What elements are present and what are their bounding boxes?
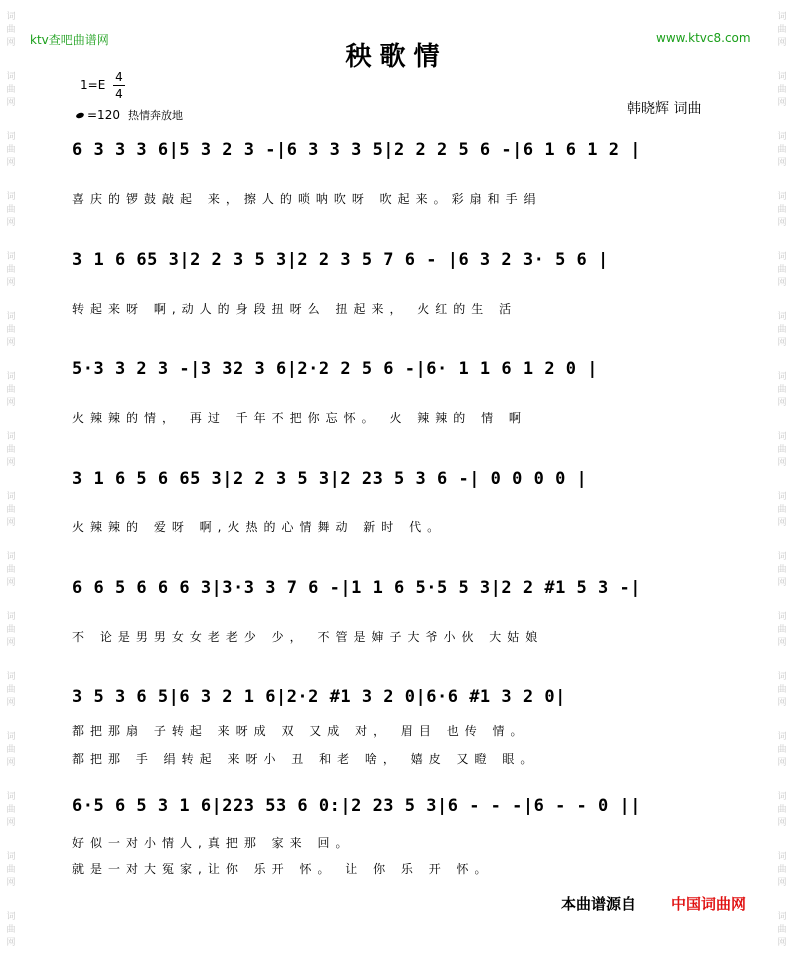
tempo-marking: [76, 107, 183, 123]
time-signature: [113, 70, 125, 101]
notation-line: 6 3 3 3 6|5 3 2 3 -|6 3 3 3 5|2 2 2 5 6 -|6 1 6 1 2 |: [72, 140, 641, 160]
watermark-group: 词 曲 网: [777, 491, 787, 528]
watermark-group: 词 曲 网: [6, 671, 16, 708]
watermark-group: 词 曲 网: [6, 791, 16, 828]
watermark-left: [2, 0, 20, 948]
watermark-group: 词 曲 网: [777, 611, 787, 648]
watermark-group: 词 曲 网: [777, 851, 787, 888]
watermark-group: 词 曲 网: [6, 371, 16, 408]
source-label: 本曲谱源自: [561, 895, 637, 913]
composer-credit: 韩晓辉 词曲: [627, 101, 702, 117]
lyric-line: 好似一对小情人,真把那 家来 回。: [72, 836, 354, 850]
watermark-group: 词 曲 网: [777, 311, 787, 348]
site-link-left[interactable]: ktv查吧曲谱网: [30, 33, 109, 47]
watermark-group: 词 曲 网: [6, 191, 16, 228]
watermark-group: 词 曲 网: [777, 371, 787, 408]
notation-line: 6·5 6 5 3 1 6|223 53 6 0:|2 23 5 3|6 - - -|6 - - 0 ||: [72, 796, 641, 816]
lyric-line: 火辣辣的情， 再过 千年不把你忘怀。 火 辣辣的 情 啊: [72, 411, 527, 425]
watermark-group: 词 曲 网: [6, 551, 16, 588]
watermark-group: 词 曲 网: [777, 671, 787, 708]
watermark-group: 词 曲 网: [6, 11, 16, 48]
watermark-group: 词 曲 网: [6, 311, 16, 348]
watermark-group: 词 曲 网: [777, 71, 787, 108]
source-site-link[interactable]: 中国词曲网: [671, 895, 747, 913]
watermark-right: [773, 0, 791, 948]
tempo-label: 热情奔放地: [127, 109, 183, 122]
watermark-group: 词 曲 网: [6, 491, 16, 528]
lyric-line: 火辣辣的 爱呀 啊,火热的心情舞动 新时 代。: [72, 520, 446, 534]
watermark-group: 词 曲 网: [777, 191, 787, 228]
score-row: [72, 136, 737, 176]
lyric-line: 转起来呀 啊,动人的身段扭呀么 扭起来， 火红的生 活: [72, 302, 518, 316]
watermark-group: 词 曲 网: [6, 131, 16, 168]
watermark-group: 词 曲 网: [6, 731, 16, 768]
site-link-right[interactable]: www.ktvc8.com: [656, 31, 751, 45]
notation-line: 3 5 3 6 5|6 3 2 1 6|2·2 #1 3 2 0|6·6 #1 3 2 0|: [72, 687, 566, 707]
watermark-group: 词 曲 网: [777, 551, 787, 588]
watermark-group: 词 曲 网: [6, 611, 16, 648]
time-sig-line: [113, 85, 125, 86]
watermark-group: 词 曲 网: [777, 911, 787, 948]
lyric-line: 不 论是男男女女老老少 少， 不管是婶子大爷小伙 大姑娘: [72, 630, 544, 644]
song-title: 秧歌情: [345, 42, 448, 72]
lyric-line: 就是一对大冤家,让你 乐开 怀。 让 你 乐 开 怀。: [72, 862, 493, 876]
time-sig-top: 4: [115, 70, 123, 84]
watermark-group: 词 曲 网: [777, 251, 787, 288]
score-row: [72, 792, 737, 832]
score-row: [72, 465, 737, 505]
score-row: [72, 355, 737, 395]
watermark-group: 词 曲 网: [777, 131, 787, 168]
tempo-value: =120: [87, 108, 120, 122]
score-row: [72, 246, 737, 286]
notation-line: 5·3 3 2 3 -|3 32 3 6|2·2 2 5 6 -|6· 1 1 6 1 2 0 |: [72, 359, 599, 379]
notation-line: 6 6 5 6 6 6 3|3·3 3 7 6 -|1 1 6 5·5 5 3|2 2 #1 5 3 -|: [72, 578, 641, 598]
notation-line: 3 1 6 5 6 65 3|2 2 3 5 3|2 23 5 3 6 -| 0 0 0 0 |: [72, 469, 588, 489]
quarter-note-icon: [75, 112, 84, 119]
lyric-line: 喜庆的锣鼓敲起 来，擦人的唢呐吹呀 吹起来。彩扇和手绢: [72, 192, 542, 206]
watermark-group: 词 曲 网: [777, 791, 787, 828]
watermark-group: 词 曲 网: [6, 251, 16, 288]
lyric-line: 都把那 手 绢转起 来呀小 丑 和老 啥， 嬉皮 又瞪 眼。: [72, 752, 539, 766]
time-sig-bottom: 4: [115, 87, 123, 101]
notation-line: 3 1 6 65 3|2 2 3 5 3|2 2 3 5 7 6 - |6 3 2 3· 5 6 |: [72, 250, 609, 270]
key-signature: 1=E: [80, 78, 106, 92]
watermark-group: 词 曲 网: [777, 731, 787, 768]
watermark-group: 词 曲 网: [6, 911, 16, 948]
watermark-group: 词 曲 网: [6, 851, 16, 888]
lyric-line: 都把那扇 子转起 来呀成 双 又成 对， 眉目 也传 情。: [72, 724, 529, 738]
watermark-group: 词 曲 网: [6, 431, 16, 468]
score-row: [72, 683, 737, 723]
watermark-group: 词 曲 网: [6, 71, 16, 108]
watermark-group: 词 曲 网: [777, 431, 787, 468]
score-row: [72, 574, 737, 614]
watermark-group: 词 曲 网: [777, 11, 787, 48]
